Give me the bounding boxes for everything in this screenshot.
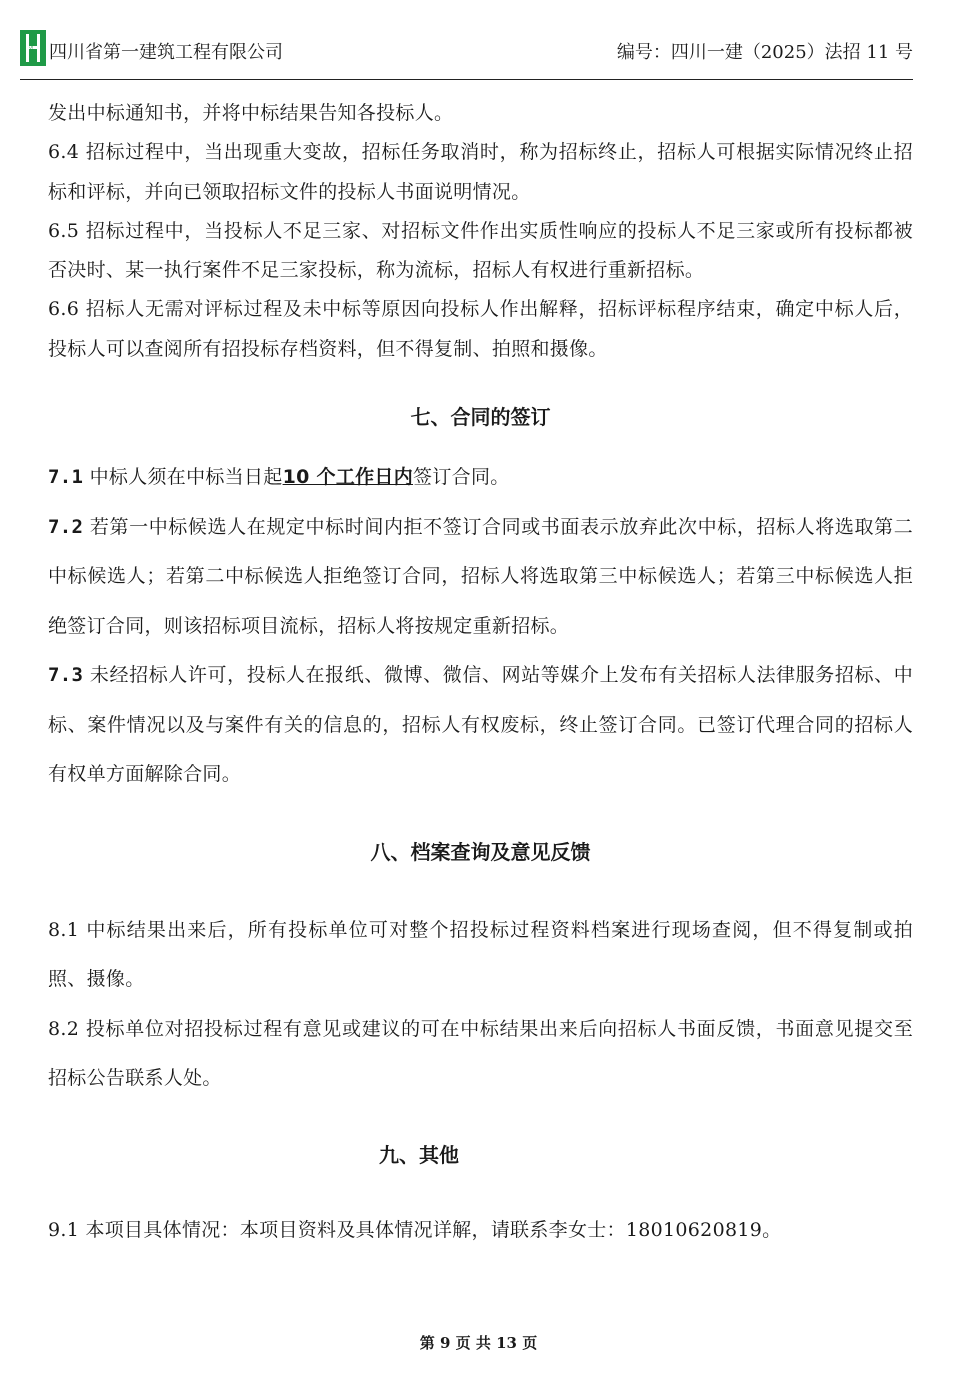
paragraph-7-1 xyxy=(48,453,913,503)
paragraph-6-4: 6.4 招标过程中，当出现重大变故，招标任务取消时，称为招标终止，招标人可根据实际情况终止招标和评标，并向已领取招标文件的投标人书面说明情况。 xyxy=(48,141,913,203)
clause-number: 7.2 xyxy=(48,515,84,538)
company-logo xyxy=(20,30,46,66)
clause-number: 7.1 xyxy=(48,466,84,489)
paragraph-9-1: 9.1 本项目具体情况：本项目资料及具体情况详解，请联系李女士：18010620819。 xyxy=(48,1218,782,1241)
svg-text:HUASHI: HUASHI xyxy=(30,41,35,59)
deadline-underlined: 10 个工作日内 xyxy=(282,466,414,489)
clause-text: 未经招标人许可，投标人在报纸、微博、微信、网站等媒介上发布有关招标人法律服务招标、中标、案件情况以及与案件有关的信息的，招标人有权废标，终止签订合同。已签订代理合同的招标人有权单方面解除合同。 xyxy=(48,664,913,786)
document-body xyxy=(48,94,913,1255)
section-7-heading: 七、合同的签订 xyxy=(410,405,551,430)
paragraph-6-5: 6.5 招标过程中，当投标人不足三家、对招标文件作出实质性响应的投标人不足三家或所有投标都被否决时、某一执行案件不足三家投标，称为流标，招标人有权进行重新招标。 xyxy=(48,219,913,282)
clause-text-end: 签订合同。 xyxy=(413,466,510,489)
page-header xyxy=(20,28,913,68)
section-9-heading: 九、其他 xyxy=(379,1142,459,1167)
clause-text: 若第一中标候选人在规定中标时间内拒不签订合同或书面表示放弃此次中标，招标人将选取第二中标候选人；若第二中标候选人拒绝签订合同，招标人将选取第三中标候选人；若第三中标候选人拒绝签订合同，则该招标项目流标，招标人将按规定重新招标。 xyxy=(48,515,913,637)
page-footer: 第 9 页 共 13 页 xyxy=(419,1334,538,1352)
clause-text: 中标人须在中标当日起 xyxy=(89,466,283,489)
document-number: 编号：四川一建（2025）法招 11 号 xyxy=(616,42,913,63)
paragraph-8-1: 8.1 中标结果出来后，所有投标单位可对整个招投标过程资料档案进行现场查阅，但不得复制或拍照、摄像。 xyxy=(48,918,913,991)
paragraph-8-2: 8.2 投标单位对招投标过程有意见或建议的可在中标结果出来后向招标人书面反馈，书面意见提交至招标公告联系人处。 xyxy=(48,1017,913,1090)
paragraph-7-2 xyxy=(48,503,913,652)
company-name: 四川省第一建筑工程有限公司 xyxy=(49,42,283,63)
paragraph-6-3-cont: 发出中标通知书，并将中标结果告知各投标人。 xyxy=(48,102,454,124)
section-8-heading: 八、档案查询及意见反馈 xyxy=(370,839,591,864)
header-divider xyxy=(20,79,913,80)
clause-number: 7.3 xyxy=(48,664,84,687)
paragraph-7-3 xyxy=(48,651,913,800)
paragraph-6-6: 6.6 招标人无需对评标过程及未中标等原因向投标人作出解释，招标评标程序结束，确定中标人后，投标人可以查阅所有招投标存档资料，但不得复制、拍照和摄像。 xyxy=(48,298,913,360)
